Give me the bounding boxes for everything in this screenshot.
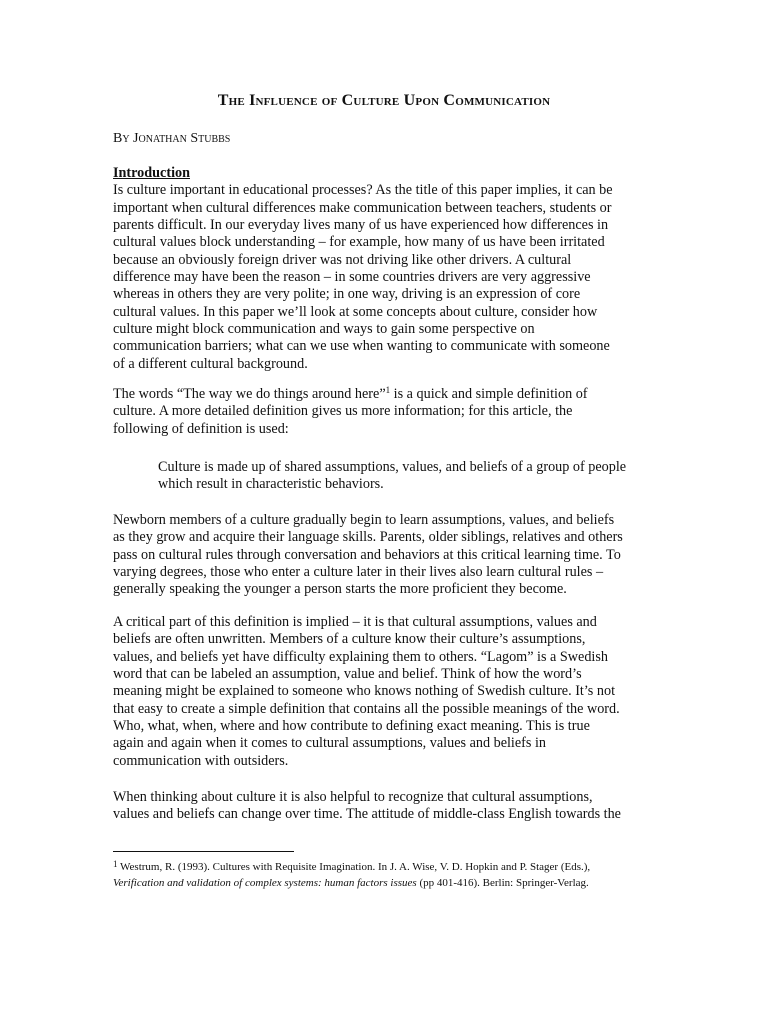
footnote-line-1 — [113, 856, 673, 875]
definition-text-end: is a quick and simple definition of culture. A more detailed definition gives us more information; for this article, the following of definition is used: — [113, 386, 588, 437]
footnote-book-title: Verification and validation of complex systems: human factors issues — [113, 877, 417, 889]
footnote-divider — [113, 851, 294, 852]
paragraph-culture-change: When thinking about culture it is also helpful to recognize that cultural assumptions, values and beliefs can change over time. The attitude of middle-class English towards the — [113, 789, 621, 823]
footnote-number: 1 — [113, 859, 118, 869]
introduction-heading: Introduction — [113, 165, 190, 181]
footnote-line-2 — [113, 875, 673, 891]
introduction-section — [113, 165, 659, 373]
definition-paragraph — [113, 386, 659, 438]
document-title: The Influence of Culture Upon Communication — [217, 92, 551, 109]
culture-definition-quote: Culture is made up of shared assumptions, values, and beliefs of a group of people which result in characteristic behaviors. — [158, 459, 627, 493]
author-byline: By Jonathan Stubbs — [113, 131, 231, 146]
paragraph-critical-part: A critical part of this definition is implied – it is that cultural assumptions, values and beliefs are often unwritten. Members of a culture know their culture’s assumptions, values, and beliefs yet have difficulty explaining them to others. “Lagom” is a Swedish word that can be labeled an assumption, value and belief. Think of how the word’s meaning might be explained to someone who knows nothing of Swedish culture. It’s not that easy to create a simple definition that contains all the possible meanings of the word. Who, what, when, where and how contribute to defining exact meaning. This is true again and again when it comes to cultural assumptions, values and beliefs in communication with outsiders. — [113, 614, 620, 769]
introduction-paragraph: Is culture important in educational processes? As the title of this paper implies, it can be important when cultural differences make communication between teachers, students or parents difficult. In our everyday lives many of us have experienced how differences in cultural values block understanding – for example, how many of us have been irritated because an obviously foreign driver was not driving like other drivers. A cultural difference may have been the reason – in some countries drivers are very aggressive whereas in others they are very polite; in one way, driving is an expression of core cultural values. In this paper we’ll look at some concepts about culture, consider how culture might block communication and ways to gain some perspective on communication barriers; what can we use when wanting to communicate with someone of a different cultural background. — [113, 182, 613, 372]
footnote — [113, 856, 673, 891]
footnote-reference[interactable]: 1 — [385, 385, 391, 395]
paragraph-newborn-members: Newborn members of a culture gradually begin to learn assumptions, values, and beliefs as they grow and acquire their language skills. Parents, older siblings, relatives and others pass on cultural rules through conversation and behaviors at this critical learning time. To varying degrees, those who enter a culture later in their lives also learn cultural rules – generally speaking the younger a person starts the more proficient they become. — [113, 512, 623, 598]
definition-text-start: The words “The way we do things around here” — [113, 386, 386, 402]
footnote-citation: Westrum, R. (1993). Cultures with Requisite Imagination. In J. A. Wise, V. D. Hopkin and P. Stager (Eds.), — [117, 861, 591, 873]
footnote-publisher: (pp 401-416). Berlin: Springer-Verlag. — [416, 877, 589, 889]
